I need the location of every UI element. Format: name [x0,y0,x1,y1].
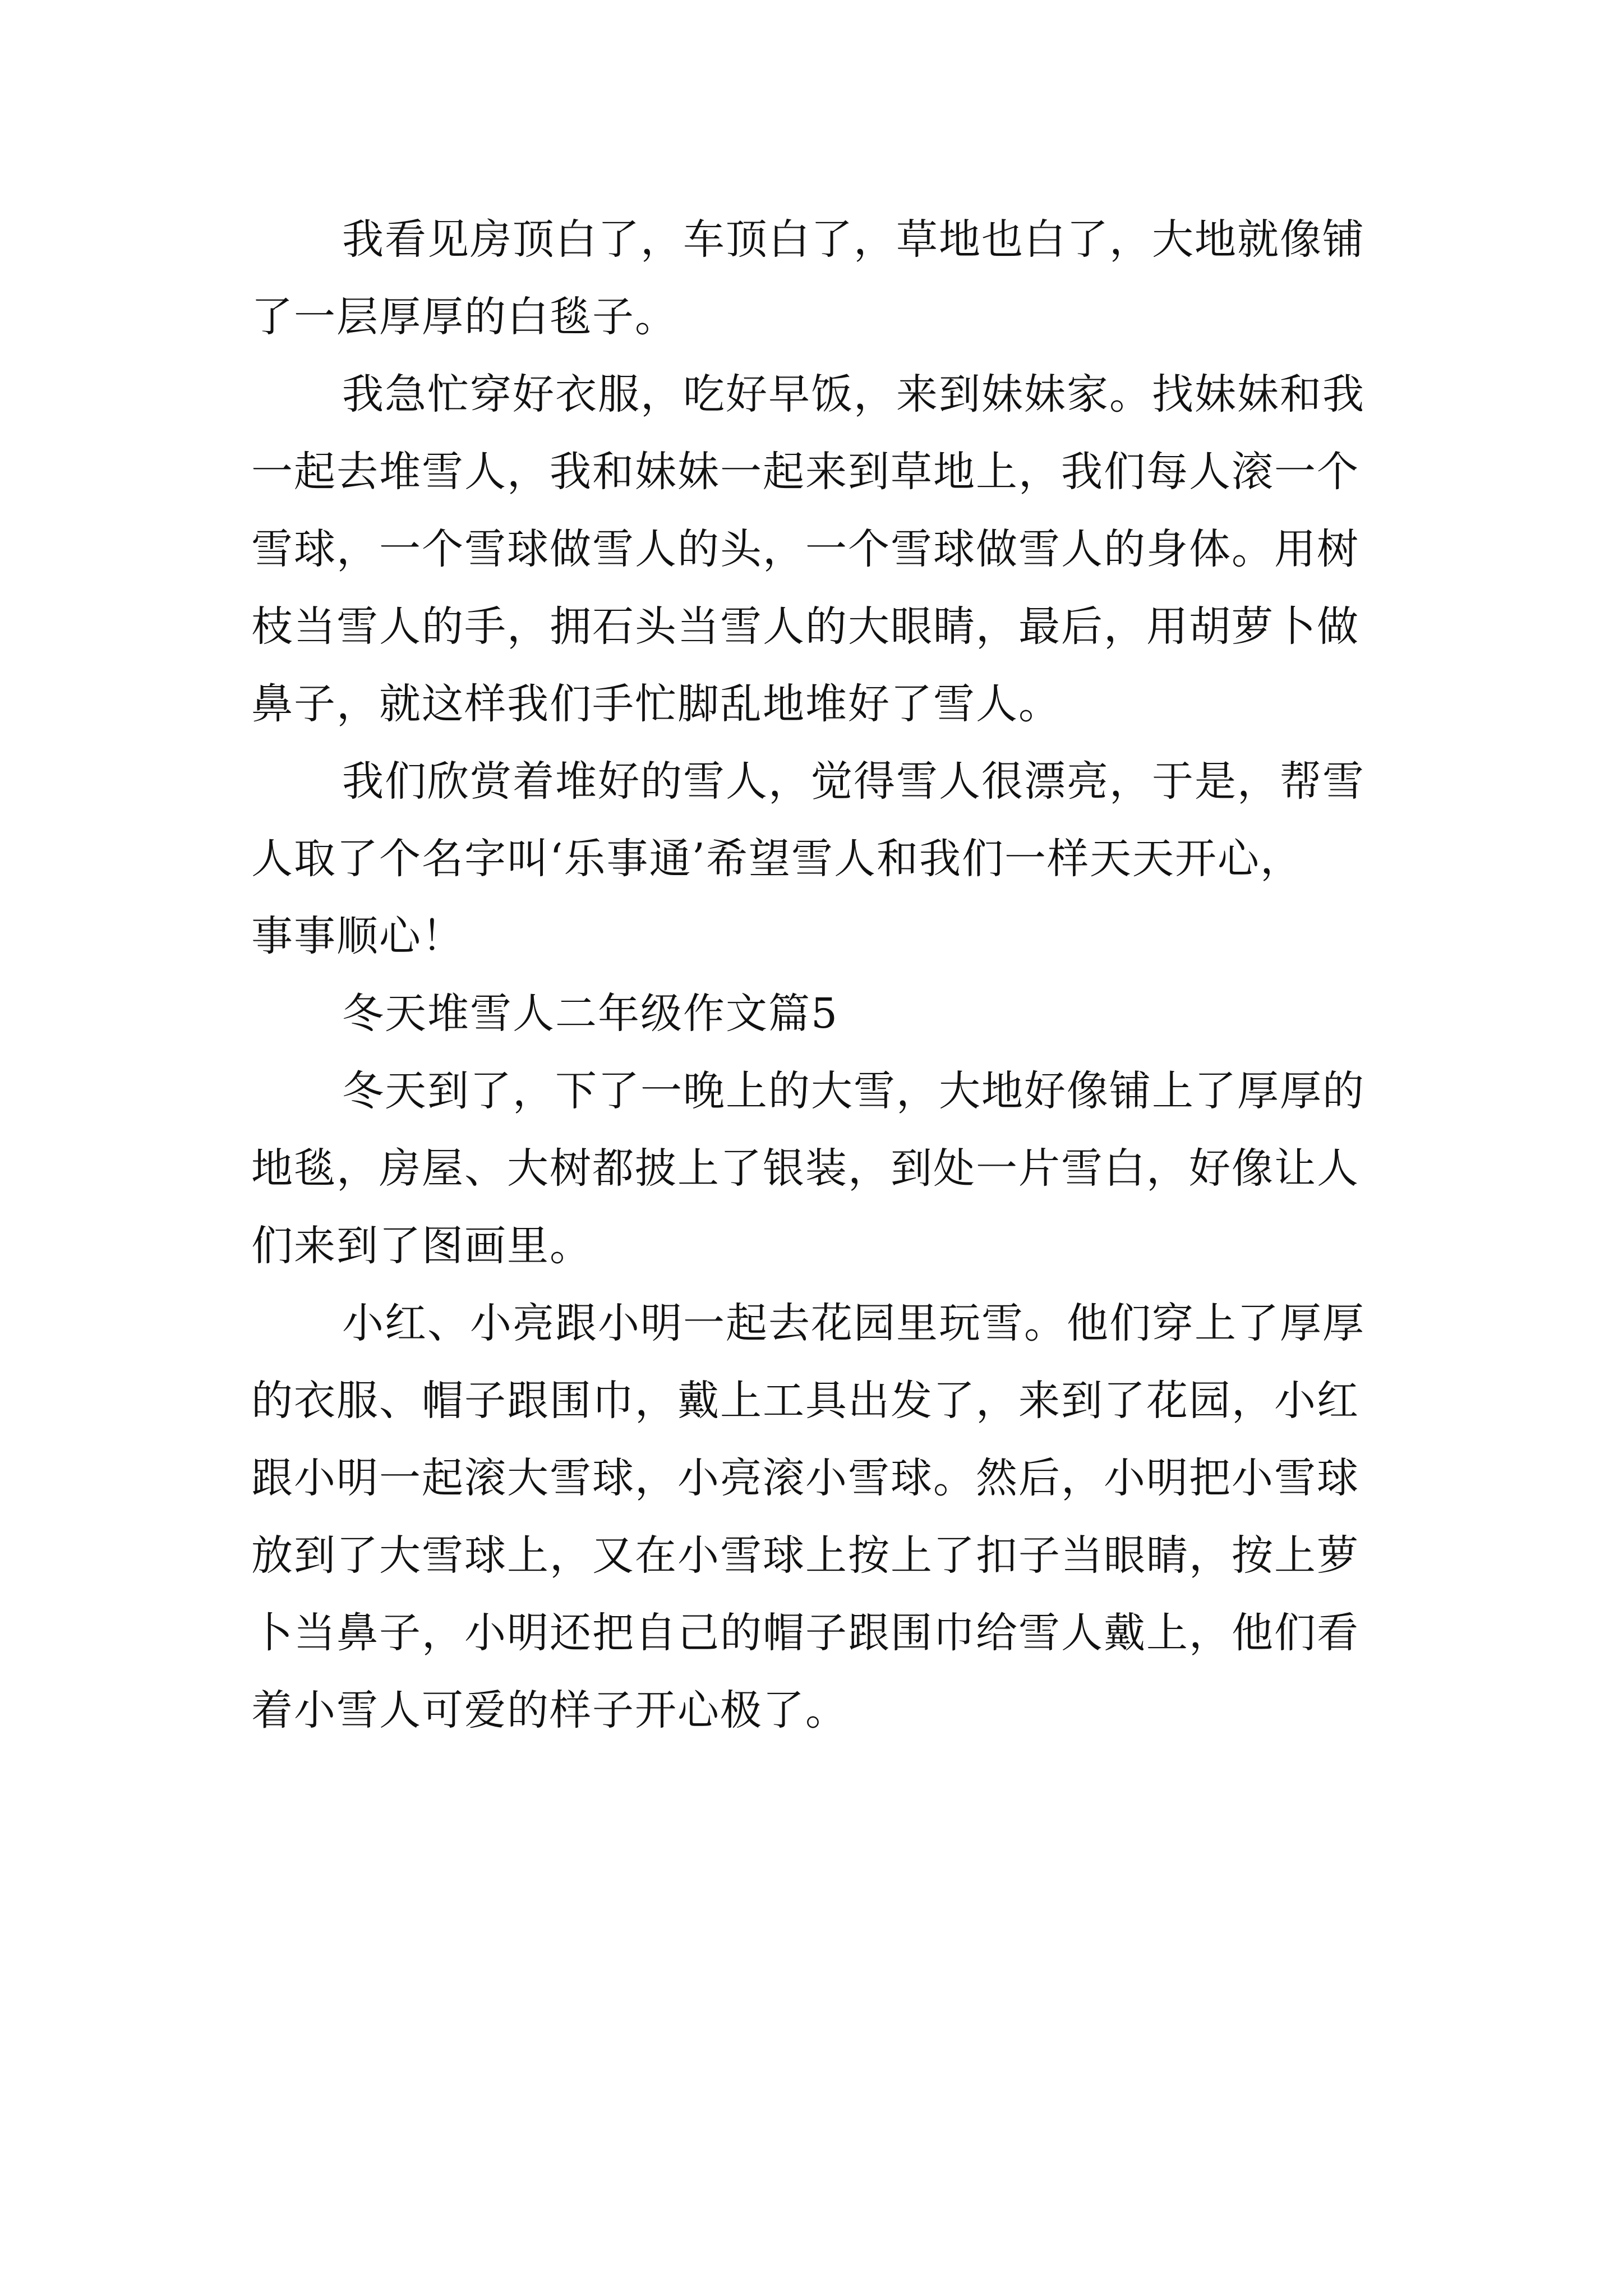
text-line: 鼻子，就这样我们手忙脚乱地堆好了雪人。 [251,680,1061,728]
text-line: 人取了个名字叫‘乐事通’希望雪人和我们一样天天开心， [251,835,1303,883]
section-heading: 冬天堆雪人二年级作文篇5 [342,990,839,1038]
text-line: 枝当雪人的手，拥石头当雪人的大眼睛，最后，用胡萝卜做 [251,602,1359,651]
text-line: 们来到了图画里。 [251,1222,592,1270]
text-line: 的衣服、帽子跟围巾，戴上工具出发了，来到了花园，小红 [251,1377,1359,1425]
text-line: 着小雪人可爱的样子开心极了。 [251,1686,848,1734]
text-line: 了一层厚厚的白毯子。 [251,293,677,341]
text-line: 小红、小亮跟小明一起去花园里玩雪。他们穿上了厚厚 [342,1299,1365,1347]
text-line: 地毯，房屋、大树都披上了银装，到处一片雪白，好像让人 [251,1144,1359,1193]
text-line: 我们欣赏着堆好的雪人，觉得雪人很漂亮，于是，帮雪 [342,757,1365,806]
text-line: 我看见房顶白了，车顶白了，草地也白了，大地就像铺 [342,215,1365,264]
text-line: 雪球，一个雪球做雪人的头，一个雪球做雪人的身体。用树 [251,525,1359,573]
text-line: 放到了大雪球上，又在小雪球上按上了扣子当眼睛，按上萝 [251,1531,1359,1580]
text-line: 冬天到了，下了一晚上的大雪，大地好像铺上了厚厚的 [342,1067,1365,1115]
text-line: 一起去堆雪人，我和妹妹一起来到草地上，我们每人滚一个 [251,448,1359,496]
text-line: 跟小明一起滚大雪球，小亮滚小雪球。然后，小明把小雪球 [251,1454,1359,1502]
text-line: 事事顺心！ [251,912,464,960]
text-line: 我急忙穿好衣服，吃好早饭，来到妹妹家。找妹妹和我 [342,370,1365,418]
text-line: 卜当鼻子，小明还把自己的帽子跟围巾给雪人戴上，他们看 [251,1609,1359,1657]
